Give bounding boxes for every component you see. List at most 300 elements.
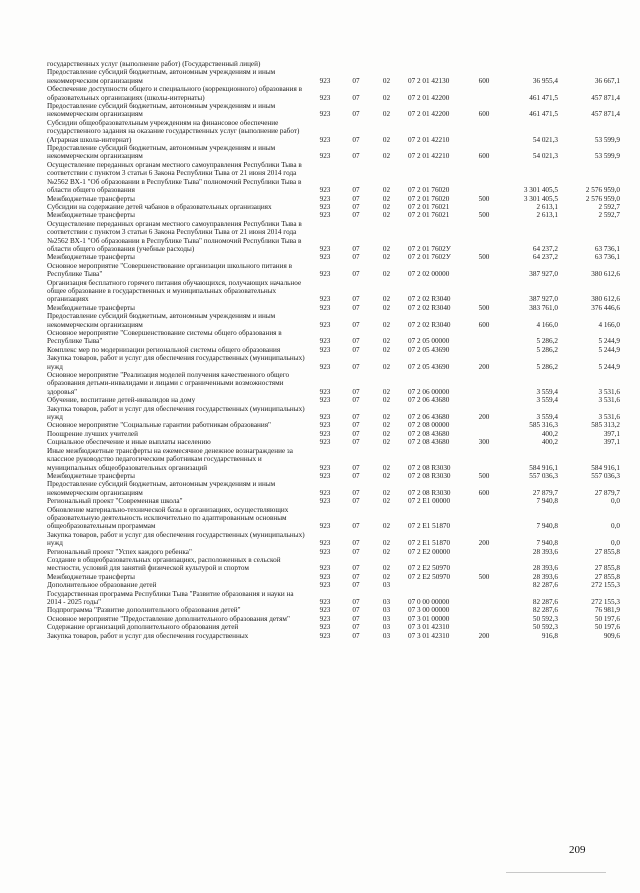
row-amount-year-1: 3 301 405,5 [523,194,558,203]
table-row [47,346,620,354]
table-row [47,590,620,607]
row-section-code [341,60,371,68]
row-amount-year-2: 53 599,9 [594,135,620,144]
row-name: Основное мероприятие "Совершенствование системы общего образования в Республике Тыва" [47,329,282,346]
table-row [47,262,620,279]
table-row [47,581,620,589]
row-subsection-code: 02 [382,253,391,262]
row-subsection-code: 02 [382,295,391,304]
table-row [47,211,620,219]
row-subsection-code: 03 [382,581,391,590]
row-subsection-code: 02 [382,135,391,144]
budget-table-body [47,60,620,640]
row-name: Субсидии на содержание детей чабанов в образовательных организациях [47,202,272,211]
row-ministry-code: 923 [319,488,331,497]
row-subsection-code: 02 [382,337,391,346]
row-name: Основное мероприятие "Реализация моделей получения качественного общего образования детьми-инвалидами и лицами с ограниченными возможностями здоровья" [47,371,290,396]
row-target-article: 07 2 02 R3040 [408,303,451,312]
row-ministry-code: 923 [319,606,331,615]
row-subsection-code: 02 [382,211,391,220]
row-target-article: 07 3 01 42310 [408,631,450,640]
row-name: Осуществление переданных органам местного самоуправления Республики Тыва в соответствии с пунктом 3 статьи 6 Закона Республики Тыва от 21 июня 2014 года №2562 ВХ-1 "Об образовании в Республике Тыва" полномочий Республики Тыва в области общего образования (учебные расходы) [47,219,302,253]
row-name: Поощрение лучших учителей [47,429,138,438]
row-expense-type: 200 [478,362,490,371]
row-expense-type [470,430,498,438]
row-name: Межбюджетные трансферты [47,471,135,480]
row-ministry-code: 923 [319,152,331,161]
row-section-code: 07 [352,471,360,480]
row-expense-type [470,161,498,195]
row-subsection-code: 02 [382,194,391,203]
row-expense-type [470,220,498,254]
table-row [47,506,620,531]
row-target-article: 07 2 08 43680 [408,429,450,438]
row-section-code: 07 [352,497,360,506]
row-amount-year-1: 916,8 [541,631,558,640]
row-target-article: 07 2 E2 50970 [408,564,451,573]
table-row [47,548,620,556]
row-target-article: 07 0 00 00000 [408,598,450,606]
row-ministry-code: 923 [319,253,331,262]
row-target-article: 07 2 02 00000 [408,270,450,279]
row-target-article: 07 2 08 R3030 [408,463,451,472]
row-section-code: 07 [352,295,360,304]
row-name: Обновление материально-технической базы в организациях, осуществляющих образовательную деятельность исключительно по адаптированным основным общеобразовательным программам [47,505,289,531]
table-row [47,480,620,497]
row-subsection-code: 02 [382,421,391,430]
row-amount-year-2: 2 592,7 [598,211,620,220]
row-ministry-code: 923 [319,295,331,304]
row-section-code: 07 [352,202,360,211]
row-section-code: 07 [352,211,360,220]
row-amount-year-1: 584 916,1 [529,463,558,472]
row-amount-year-2: 5 244,9 [598,337,620,346]
row-expense-type: 500 [478,303,490,312]
row-amount-year-2: 380 612,6 [591,270,620,279]
row-amount-year-2: 4 166,0 [598,320,620,329]
row-target-article: 07 2 02 R3040 [408,320,451,329]
row-target-article: 07 2 01 76020 [408,194,450,203]
row-ministry-code: 923 [319,202,331,211]
row-amount-year-1: 82 287,6 [532,606,558,615]
row-section-code: 07 [352,463,360,472]
row-expense-type [470,421,498,429]
row-ministry-code: 923 [319,337,331,346]
row-target-article: 07 2 01 42200 [408,93,450,102]
table-row [47,102,620,119]
row-expense-type [470,346,498,354]
row-amount-year-2: 397,1 [603,429,620,438]
row-target-article: 07 2 01 42210 [408,152,450,161]
row-ministry-code: 923 [319,463,331,472]
row-section-code: 07 [352,345,360,354]
table-row [47,68,620,85]
table-row [47,430,620,438]
row-expense-type [470,447,498,472]
table-row [47,615,620,623]
row-section-code: 07 [352,581,360,590]
row-amount-year-2: 27 855,8 [594,564,620,573]
row-name: Основное мероприятие "Совершенствование организации школьного питания в Республике Тыва" [47,261,292,279]
row-section-code: 07 [352,396,360,405]
table-row [47,119,620,144]
row-expense-type [470,615,498,623]
row-target-article: 07 2 E2 00000 [408,547,451,556]
row-amount-year-2: 2 592,7 [598,202,620,211]
row-amount-year-1: 461 471,5 [529,110,558,119]
row-expense-type [470,548,498,556]
row-name: Субсидии общеобразовательным учреждениям на финансовое обеспечение государственного задания на оказание государственных услуг (выполнение работ) (Аграрная школа-интернат) [47,118,300,144]
row-section-code: 07 [352,270,360,279]
table-row [47,438,620,446]
row-amount-year-2: 557 036,3 [591,471,620,480]
row-target-article: 07 2 E1 51870 [408,522,451,531]
row-ministry-code: 923 [319,303,331,312]
row-ministry-code: 923 [319,614,331,623]
table-row [47,312,620,329]
row-expense-type [470,497,498,505]
row-section-code: 07 [352,572,360,581]
row-expense-type [470,262,498,279]
row-expense-type [470,396,498,404]
row-expense-type [470,623,498,631]
row-section-code: 07 [352,76,360,85]
row-amount-year-1: 7 940,8 [536,497,558,506]
row-ministry-code: 923 [319,244,331,253]
row-target-article: 07 2 05 00000 [408,337,450,346]
row-target-article: 07 2 E1 00000 [408,497,451,506]
row-target-article: 07 2 01 7602У [408,244,451,253]
row-target-article: 07 3 01 42310 [408,623,450,632]
row-ministry-code: 923 [319,387,331,396]
row-amount-year-2: 397,1 [603,438,620,447]
row-target-article [402,60,470,68]
table-row [47,632,620,640]
row-section-code: 07 [352,623,360,632]
row-name: Предоставление субсидий бюджетным, автономным учреждениям и иным некоммерческим организациям [47,312,276,329]
row-name: Создание в общеобразовательных организациях, расположенных в сельской местности, условий для занятий физической культурой и спортом [47,555,281,573]
row-section-code: 07 [352,387,360,396]
table-row [47,304,620,312]
row-section-code: 07 [352,186,360,195]
row-name: Региональный проект "Современная школа" [47,497,183,506]
row-ministry-code: 923 [319,497,331,506]
row-target-article: 07 2 06 43680 [408,413,450,422]
row-name: Предоставление субсидий бюджетным, автономным учреждениям и иным некоммерческим организациям [47,480,276,497]
row-expense-type [470,581,498,589]
row-section-code: 07 [352,631,360,640]
table-row [47,220,620,254]
row-subsection-code: 02 [382,429,391,438]
row-ministry-code: 923 [319,362,331,371]
row-section-code: 07 [352,320,360,329]
row-name: Закупка товаров, работ и услуг для обеспечения государственных (муниципальных) нужд [47,404,305,422]
row-name: Предоставление субсидий бюджетным, автономным учреждениям и иным некоммерческим организациям [47,102,276,119]
row-amount-year-2: 584 916,1 [591,463,620,472]
row-ministry-code: 923 [319,135,331,144]
row-ministry-code: 923 [319,631,331,640]
row-expense-type: 600 [478,488,490,497]
row-amount-year-2: 27 855,8 [594,572,620,581]
table-row [47,195,620,203]
row-section-code: 07 [352,598,360,606]
row-name: Межбюджетные трансферты [47,194,135,203]
budget-table [47,60,620,640]
row-ministry-code: 923 [319,429,331,438]
row-ministry-code: 923 [319,320,331,329]
row-name: Обеспечение доступности общего и специального (коррекционного) образования в образовательных организациях (школы-интернаты) [47,85,302,102]
row-name: Основное мероприятие "Социальные гарантии работникам образования" [47,421,271,430]
row-amount-year-2: 3 531,6 [598,413,620,422]
table-row [47,354,620,371]
row-amount-year-1: 50 592,3 [532,623,558,632]
row-expense-type: 200 [478,413,490,422]
row-section-code: 07 [352,362,360,371]
row-expense-type [470,506,498,531]
row-expense-type [470,371,498,396]
table-row [47,371,620,396]
row-subsection-code: 02 [382,463,391,472]
row-name: Иные межбюджетные трансферты на ежемесячное денежное вознаграждение за классное руководство педагогическим работникам государственных и муниципальных общеобразовательных организаций [47,446,293,472]
row-amount-year-2 [561,60,620,68]
row-amount-year-1: 5 286,2 [536,337,558,346]
row-amount-year-2: 63 736,1 [594,253,620,262]
row-ministry-code [309,60,341,68]
table-row [47,144,620,161]
table-row [47,161,620,195]
row-amount-year-2: 36 667,1 [594,76,620,85]
table-row [47,531,620,548]
row-subsection-code: 02 [382,244,391,253]
row-amount-year-2: 53 599,9 [594,152,620,161]
row-expense-type: 500 [478,572,490,581]
row-subsection-code: 02 [382,303,391,312]
row-section-code: 07 [352,303,360,312]
row-section-code: 07 [352,413,360,422]
row-subsection-code: 02 [382,152,391,161]
row-amount-year-2: 2 576 959,0 [585,186,620,195]
row-amount-year-1: 28 393,6 [532,564,558,573]
row-ministry-code: 923 [319,623,331,632]
row-expense-type [470,590,498,607]
row-target-article: 07 2 01 42210 [408,135,450,144]
row-ministry-code: 923 [319,76,331,85]
row-name: Социальное обеспечение и иные выплаты населению [47,438,211,447]
row-target-article: 07 3 00 00000 [408,606,450,615]
row-ministry-code: 923 [319,186,331,195]
row-amount-year-2: 457 871,4 [591,110,620,119]
row-name: Межбюджетные трансферты [47,211,135,220]
row-target-article: 07 2 01 76021 [408,202,450,211]
row-amount-year-2: 272 155,3 [591,598,620,606]
row-name: Основное мероприятие "Предоставление дополнительного образования детям" [47,614,290,623]
row-ministry-code: 923 [319,564,331,573]
row-expense-type: 600 [478,152,490,161]
row-target-article: 07 2 02 R3040 [408,295,451,304]
row-subsection-code: 02 [382,438,391,447]
table-row [47,623,620,631]
row-amount-year-1: 400,2 [541,438,558,447]
row-name: Закупка товаров, работ и услуг для обеспечения государственных (муниципальных) нужд [47,354,305,371]
table-row [47,606,620,614]
row-amount-year-1: 28 393,6 [532,547,558,556]
row-subsection-code [371,60,402,68]
row-expense-type [470,279,498,304]
row-amount-year-2: 27 879,7 [594,488,620,497]
row-section-code: 07 [352,421,360,430]
row-amount-year-1: 27 879,7 [532,488,558,497]
row-expense-type: 500 [478,194,490,203]
row-subsection-code: 02 [382,320,391,329]
row-section-code: 07 [352,194,360,203]
row-amount-year-1: 585 316,3 [529,421,558,430]
row-amount-year-1: 64 237,2 [532,244,558,253]
row-amount-year-1: 387 927,0 [529,295,558,304]
row-expense-type [470,203,498,211]
row-section-code: 07 [352,110,360,119]
row-amount-year-1: 7 940,8 [536,539,558,548]
scan-edge-line [506,872,606,873]
row-expense-type [470,329,498,346]
row-amount-year-1: 3 559,4 [536,396,558,405]
row-target-article: 07 2 E2 50970 [408,572,451,581]
row-subsection-code: 02 [382,93,391,102]
row-subsection-code: 02 [382,186,391,195]
row-subsection-code: 02 [382,572,391,581]
row-ministry-code: 923 [319,471,331,480]
row-section-code: 07 [352,438,360,447]
row-name: Региональный проект "Успех каждого ребенка" [47,547,192,556]
row-section-code: 07 [352,337,360,346]
table-row [47,396,620,404]
row-section-code: 07 [352,152,360,161]
row-amount-year-1: 54 021,3 [532,135,558,144]
table-row [47,253,620,261]
row-expense-type: 600 [478,110,490,119]
row-expense-type: 600 [478,320,490,329]
row-expense-type [470,556,498,573]
row-subsection-code: 02 [382,110,391,119]
row-subsection-code: 03 [382,606,391,615]
row-amount-year-1: 7 940,8 [536,522,558,531]
row-section-code: 07 [352,488,360,497]
table-row [47,203,620,211]
row-amount-year-1: 82 287,6 [532,598,558,606]
row-amount-year-1: 36 955,4 [532,76,558,85]
row-expense-type [470,85,498,102]
row-amount-year-2: 272 155,3 [591,581,620,590]
row-amount-year-1: 50 592,3 [532,614,558,623]
row-amount-year-1: 3 559,4 [536,387,558,396]
row-target-article: 07 2 08 R3030 [408,471,451,480]
row-section-code: 07 [352,606,360,615]
row-expense-type: 200 [478,539,490,548]
row-target-article: 07 2 01 7602У [408,253,451,262]
row-target-article: 07 3 01 00000 [408,614,450,623]
row-amount-year-2: 0,0 [611,522,620,531]
row-section-code: 07 [352,93,360,102]
row-amount-year-1: 5 286,2 [536,345,558,354]
row-amount-year-2: 909,6 [603,631,620,640]
table-row [47,447,620,472]
row-name: Содержание организаций дополнительного образования детей [47,623,239,632]
row-subsection-code: 03 [382,614,391,623]
row-name: Предоставление субсидий бюджетным, автономным учреждениям и иным некоммерческим организациям [47,144,276,161]
row-ministry-code: 923 [319,547,331,556]
row-amount-year-2: 5 244,9 [598,345,620,354]
row-ministry-code: 923 [319,194,331,203]
row-name: Межбюджетные трансферты [47,303,135,312]
row-subsection-code: 02 [382,564,391,573]
row-subsection-code: 02 [382,362,391,371]
row-section-code: 07 [352,539,360,548]
row-expense-type [470,606,498,614]
row-name: Организация бесплатного горячего питания обучающихся, получающих начальное общее образование в государственных и муниципальных образовательных организациях [47,278,302,304]
row-ministry-code: 923 [319,598,331,606]
row-amount-year-1: 387 927,0 [529,270,558,279]
row-expense-type [470,119,498,144]
row-section-code: 07 [352,244,360,253]
row-target-article: 07 2 01 42200 [408,110,450,119]
row-amount-year-2: 50 197,6 [594,623,620,632]
row-section-code: 07 [352,253,360,262]
row-subsection-code: 02 [382,345,391,354]
row-subsection-code: 02 [382,522,391,531]
row-target-article: 07 2 01 76021 [408,211,450,220]
table-row [47,421,620,429]
row-target-article: 07 2 01 42130 [408,76,450,85]
row-subsection-code: 02 [382,202,391,211]
row-ministry-code: 923 [319,396,331,405]
table-row [47,472,620,480]
row-section-code: 07 [352,429,360,438]
row-ministry-code: 923 [319,270,331,279]
row-amount-year-2: 27 855,8 [594,547,620,556]
row-amount-year-1: 64 237,2 [532,253,558,262]
row-name: Комплекс мер по модернизации региональной системы общего образования [47,345,281,354]
row-section-code: 07 [352,135,360,144]
row-amount-year-2: 50 197,6 [594,614,620,623]
row-subsection-code: 02 [382,539,391,548]
row-name: Закупка товаров, работ и услуг для обеспечения государственных (муниципальных) нужд [47,530,305,548]
row-target-article: 07 2 08 00000 [408,421,450,430]
row-ministry-code: 923 [319,345,331,354]
row-amount-year-2: 0,0 [611,497,620,506]
row-section-code: 07 [352,614,360,623]
row-subsection-code: 02 [382,387,391,396]
row-amount-year-2: 63 736,1 [594,244,620,253]
table-row [47,497,620,505]
row-ministry-code: 923 [319,539,331,548]
table-row [47,405,620,422]
row-ministry-code: 923 [319,581,331,590]
row-name: Осуществление переданных органам местного самоуправления Республики Тыва в соответствии с пунктом 3 статьи 6 Закона Республики Тыва от 21 июня 2014 года №2562 ВХ-1 "Об образовании в Республике Тыва" полномочий Республики Тыва в области общего образования [47,160,302,195]
row-subsection-code: 03 [382,631,391,640]
row-amount-year-2: 376 446,6 [591,303,620,312]
row-expense-type: 500 [478,253,490,262]
row-amount-year-2: 5 244,9 [598,362,620,371]
row-target-article: 07 2 06 00000 [408,387,450,396]
row-amount-year-2: 0,0 [611,539,620,548]
row-amount-year-1: 5 286,2 [536,362,558,371]
row-expense-type: 600 [478,76,490,85]
row-amount-year-1: 461 471,5 [529,93,558,102]
row-expense-type: 300 [478,438,490,447]
row-amount-year-1: 54 021,3 [532,152,558,161]
page-number: 209 [569,844,586,856]
row-subsection-code: 03 [382,598,391,606]
row-amount-year-1: 2 613,1 [536,211,558,220]
